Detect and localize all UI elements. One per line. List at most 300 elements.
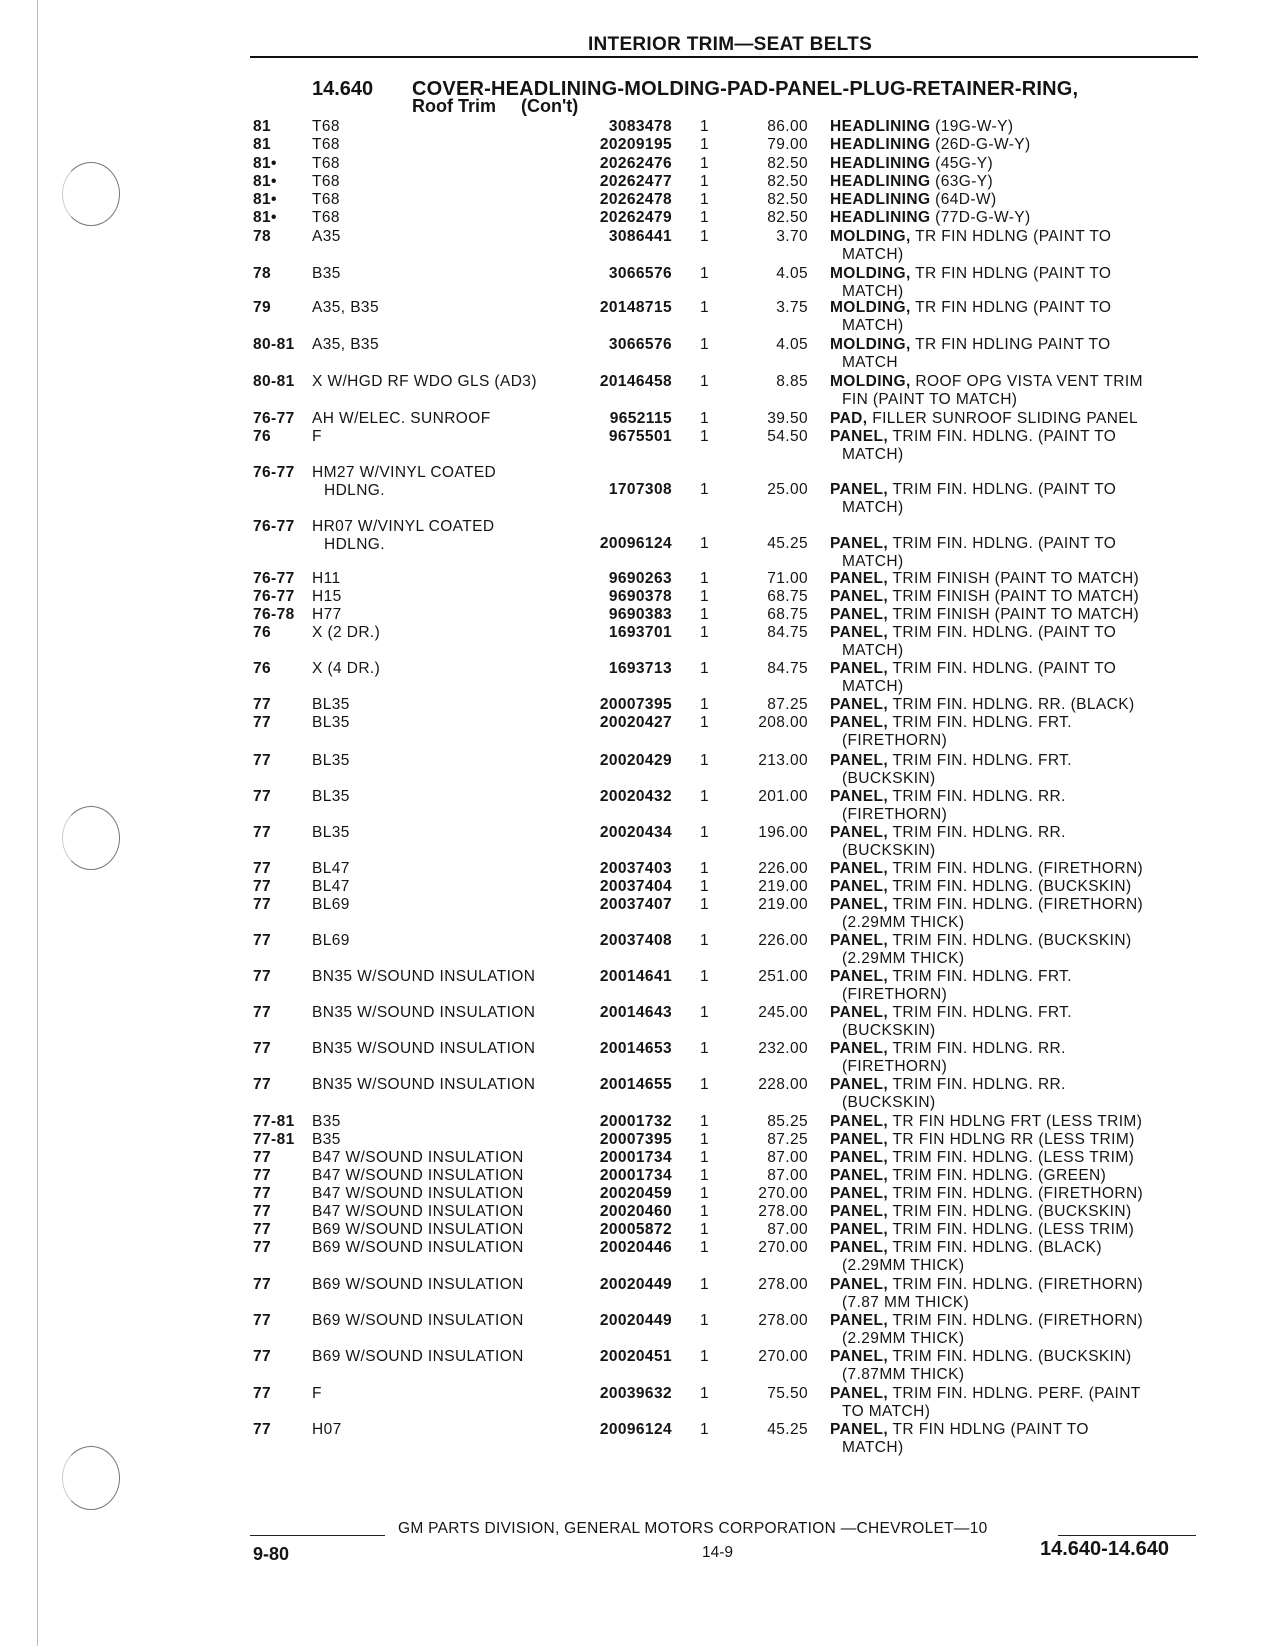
description-line: MATCH) — [842, 317, 904, 334]
description — [830, 624, 1190, 660]
description-line: TRIM FIN. HDLNG. (BUCKSKIN) — [892, 1203, 1132, 1220]
table-row — [0, 1004, 1280, 1040]
description-line: (2.29MM THICK) — [842, 914, 965, 931]
part-number: 20020434 — [599, 824, 672, 841]
description-keyword: PANEL, — [830, 606, 889, 623]
model-year: 81• — [253, 173, 277, 190]
description-line: TRIM FIN. HDLNG. (PAINT TO — [892, 428, 1117, 445]
application-line: A35, B35 — [312, 336, 379, 353]
application — [312, 173, 340, 191]
application-line: HR07 W/VINYL COATED — [312, 517, 495, 535]
description-keyword: PANEL, — [830, 1421, 889, 1438]
table-row — [0, 428, 1280, 464]
description-line: TR FIN HDLNG (PAINT TO — [915, 228, 1112, 245]
description-line: TRIM FIN. HDLNG. (FIRETHORN) — [892, 896, 1144, 913]
application — [312, 1348, 524, 1366]
part-number: 20039632 — [599, 1385, 672, 1402]
price: 82.50 — [767, 155, 808, 172]
part-number: 20020449 — [599, 1312, 672, 1329]
price: 85.25 — [767, 1113, 808, 1130]
application-line: T68 — [312, 191, 340, 208]
price: 84.75 — [767, 624, 808, 641]
model-year: 77 — [253, 968, 272, 985]
description-line: (FIRETHORN) — [842, 986, 948, 1003]
application — [312, 1385, 322, 1403]
description-keyword: PANEL, — [830, 824, 889, 841]
table-row — [0, 788, 1280, 824]
description-keyword: PANEL, — [830, 696, 889, 713]
application — [312, 118, 340, 136]
quantity: 1 — [700, 1113, 710, 1130]
table-row — [0, 660, 1280, 696]
description-line: TRIM FIN. HDLNG. RR. — [892, 824, 1066, 841]
application-line: HM27 W/VINYL COATED — [312, 463, 497, 481]
description-keyword: HEADLINING — [830, 155, 931, 172]
model-year: 77 — [253, 860, 272, 877]
description-keyword: PANEL, — [830, 860, 889, 877]
model-year: 77 — [253, 878, 272, 895]
description-keyword: HEADLINING — [830, 173, 931, 190]
description-keyword: PANEL, — [830, 1040, 889, 1057]
description-keyword: PANEL, — [830, 1312, 889, 1329]
quantity: 1 — [700, 896, 710, 913]
description-line: TRIM FIN. HDLNG. RR. — [892, 1040, 1066, 1057]
table-row — [0, 463, 1280, 516]
description-line: TRIM FIN. HDLNG. (PAINT TO — [892, 535, 1117, 552]
description-line: TRIM FIN. HDLNG. FRT. — [892, 752, 1073, 769]
footer-section-range: 14.640-14.640 — [1040, 1538, 1170, 1560]
application — [312, 1113, 341, 1131]
description-keyword: PANEL, — [830, 1149, 889, 1166]
price: 45.25 — [767, 1421, 808, 1438]
description-line: (45G-Y) — [935, 155, 994, 172]
application — [312, 968, 535, 986]
part-number: 20037403 — [599, 860, 672, 877]
model-year: 81• — [253, 155, 277, 172]
description-line: TRIM FIN. HDLNG. (GREEN) — [892, 1167, 1107, 1184]
model-year: 80-81 — [253, 373, 295, 390]
description — [830, 428, 1190, 464]
description-keyword: PANEL, — [830, 752, 889, 769]
price: 54.50 — [767, 428, 808, 445]
model-year: 77 — [253, 1167, 272, 1184]
application — [312, 606, 342, 624]
price: 39.50 — [767, 410, 808, 427]
table-row — [0, 1348, 1280, 1384]
part-number: 1707308 — [608, 481, 672, 498]
description-line: ROOF OPG VISTA VENT TRIM — [915, 373, 1143, 390]
application-line: F — [312, 1385, 322, 1402]
description-line: TR FIN HDLNG (PAINT TO — [915, 299, 1112, 316]
application — [312, 228, 341, 246]
quantity: 1 — [700, 336, 710, 353]
description-keyword: PANEL, — [830, 1203, 889, 1220]
description — [830, 570, 1190, 588]
price: 226.00 — [758, 860, 808, 877]
quantity: 1 — [700, 588, 710, 605]
application — [312, 788, 350, 806]
application — [312, 373, 537, 391]
description — [830, 1421, 1190, 1457]
price: 270.00 — [758, 1239, 808, 1256]
description-line: TO MATCH) — [842, 1403, 931, 1420]
price: 219.00 — [758, 878, 808, 895]
footer-rule-left — [250, 1535, 385, 1536]
price: 25.00 — [767, 481, 808, 498]
application — [312, 1167, 524, 1185]
description-keyword: MOLDING, — [830, 336, 911, 353]
application-line: X (4 DR.) — [312, 660, 381, 677]
quantity: 1 — [700, 660, 710, 677]
price: 87.25 — [767, 696, 808, 713]
description-keyword: PANEL, — [830, 428, 889, 445]
part-number: 20037408 — [599, 932, 672, 949]
application — [312, 191, 340, 209]
quantity: 1 — [700, 155, 710, 172]
table-row — [0, 1076, 1280, 1112]
model-year: 81 — [253, 118, 272, 135]
model-year: 76-78 — [253, 606, 295, 623]
application-line: X (2 DR.) — [312, 624, 381, 641]
quantity: 1 — [700, 624, 710, 641]
model-year: 77 — [253, 1040, 272, 1057]
description-keyword: PANEL, — [830, 624, 889, 641]
description — [830, 660, 1190, 696]
description — [830, 932, 1190, 968]
description — [830, 606, 1190, 624]
price: 251.00 — [758, 968, 808, 985]
description-line: (BUCKSKIN) — [842, 770, 936, 787]
application — [312, 714, 350, 732]
table-row — [0, 336, 1280, 372]
description-keyword: HEADLINING — [830, 191, 931, 208]
table-row — [0, 1421, 1280, 1457]
description — [830, 299, 1190, 335]
model-year: 77 — [253, 1185, 272, 1202]
description-line: TRIM FIN. HDLNG. (FIRETHORN) — [892, 1185, 1144, 1202]
price: 245.00 — [758, 1004, 808, 1021]
description-line: TRIM FIN. HDLNG. (BUCKSKIN) — [892, 932, 1132, 949]
part-number: 20014653 — [599, 1040, 672, 1057]
application-line: B47 W/SOUND INSULATION — [312, 1149, 524, 1166]
application-line: B69 W/SOUND INSULATION — [312, 1221, 524, 1238]
part-number: 9690378 — [608, 588, 672, 605]
description-line: TRIM FIN. HDLNG. RR. — [892, 1076, 1066, 1093]
application-line: B69 W/SOUND INSULATION — [312, 1276, 524, 1293]
part-number: 20148715 — [599, 299, 672, 316]
application — [312, 209, 340, 227]
description — [830, 535, 1190, 571]
description-line: MATCH) — [842, 642, 904, 659]
description-keyword: MOLDING, — [830, 373, 911, 390]
model-year: 77 — [253, 1239, 272, 1256]
model-year: 77 — [253, 714, 272, 731]
application — [312, 1312, 524, 1330]
model-year: 77 — [253, 1004, 272, 1021]
application-line: BL35 — [312, 696, 350, 713]
quantity: 1 — [700, 570, 710, 587]
description-line: MATCH) — [842, 553, 904, 570]
quantity: 1 — [700, 696, 710, 713]
quantity: 1 — [700, 1239, 710, 1256]
description — [830, 968, 1190, 1004]
description-keyword: PANEL, — [830, 1076, 889, 1093]
model-year: 76 — [253, 660, 272, 677]
model-year: 76 — [253, 428, 272, 445]
description — [830, 481, 1190, 517]
model-year: 77-81 — [253, 1131, 295, 1148]
price: 68.75 — [767, 588, 808, 605]
application-line: BL35 — [312, 752, 350, 769]
part-number: 20037407 — [599, 896, 672, 913]
application-line: BL35 — [312, 788, 350, 805]
application-line: BN35 W/SOUND INSULATION — [312, 968, 536, 985]
application-line: BL35 — [312, 714, 350, 731]
description-line: (64D-W) — [935, 191, 997, 208]
application-line: A35 — [312, 228, 341, 245]
application-line: BN35 W/SOUND INSULATION — [312, 1004, 536, 1021]
part-number: 20020449 — [599, 1276, 672, 1293]
table-row — [0, 1312, 1280, 1348]
description-line: (63G-Y) — [935, 173, 994, 190]
description-line: TRIM FIN. HDLNG. (FIRETHORN) — [892, 1312, 1144, 1329]
description — [830, 1076, 1190, 1112]
description — [830, 588, 1190, 606]
description — [830, 173, 1190, 191]
application-line: BL35 — [312, 824, 350, 841]
application-line: H07 — [312, 1421, 342, 1438]
description-keyword: PANEL, — [830, 932, 889, 949]
description-keyword: PANEL, — [830, 1185, 889, 1202]
price: 82.50 — [767, 209, 808, 226]
description-line: TRIM FINISH (PAINT TO MATCH) — [892, 588, 1140, 605]
application-line: BL47 — [312, 878, 350, 895]
description-line: TRIM FIN. HDLNG. (LESS TRIM) — [892, 1221, 1135, 1238]
price: 213.00 — [758, 752, 808, 769]
quantity: 1 — [700, 606, 710, 623]
description — [830, 1131, 1190, 1149]
part-number: 20096124 — [599, 1421, 672, 1438]
model-year: 77 — [253, 1385, 272, 1402]
price: 87.00 — [767, 1167, 808, 1184]
part-number: 9690383 — [608, 606, 672, 623]
model-year: 76-77 — [253, 410, 295, 427]
description — [830, 410, 1190, 428]
description-line: TRIM FIN. HDLNG. (BUCKSKIN) — [892, 878, 1132, 895]
table-row — [0, 1239, 1280, 1275]
part-number: 20020432 — [599, 788, 672, 805]
description-line: TR FIN HDLNG (PAINT TO — [915, 265, 1112, 282]
price: 87.00 — [767, 1149, 808, 1166]
application — [312, 410, 491, 428]
price: 278.00 — [758, 1203, 808, 1220]
model-year: 77 — [253, 932, 272, 949]
description — [830, 136, 1190, 154]
application-line: HDLNG. — [324, 481, 385, 499]
application-line: T68 — [312, 136, 340, 153]
price: 82.50 — [767, 191, 808, 208]
description — [830, 118, 1190, 136]
description-line: (26D-G-W-Y) — [935, 136, 1031, 153]
model-year: 76 — [253, 624, 272, 641]
footer-page-number: 14-9 — [702, 1544, 734, 1561]
price: 270.00 — [758, 1185, 808, 1202]
application — [312, 1203, 524, 1221]
description-line: (BUCKSKIN) — [842, 1094, 936, 1111]
application — [312, 896, 350, 914]
table-row — [0, 624, 1280, 660]
price: 228.00 — [758, 1076, 808, 1093]
description — [830, 896, 1190, 932]
description-keyword: PANEL, — [830, 1276, 889, 1293]
description — [830, 191, 1190, 209]
application — [312, 1239, 524, 1257]
application-line: T68 — [312, 209, 340, 226]
quantity: 1 — [700, 209, 710, 226]
description-line: MATCH) — [842, 446, 904, 463]
application-line: AH W/ELEC. SUNROOF — [312, 410, 491, 427]
description — [830, 1004, 1190, 1040]
description-keyword: HEADLINING — [830, 118, 931, 135]
description — [830, 228, 1190, 264]
part-number: 3066576 — [608, 265, 672, 282]
description-line: TRIM FIN. HDLNG. RR. (BLACK) — [892, 696, 1135, 713]
table-row — [0, 1385, 1280, 1421]
description-keyword: MOLDING, — [830, 228, 911, 245]
description-line: TRIM FIN. HDLNG. (FIRETHORN) — [892, 1276, 1144, 1293]
price: 87.00 — [767, 1221, 808, 1238]
description — [830, 1312, 1190, 1348]
model-year: 77 — [253, 1312, 272, 1329]
quantity: 1 — [700, 1385, 710, 1402]
model-year: 79 — [253, 299, 272, 316]
quantity: 1 — [700, 535, 710, 552]
description-keyword: PANEL, — [830, 660, 889, 677]
application — [312, 336, 379, 354]
application-line: B35 — [312, 265, 341, 282]
model-year: 78 — [253, 265, 272, 282]
part-number: 20262479 — [599, 209, 672, 226]
application-line: BN35 W/SOUND INSULATION — [312, 1076, 536, 1093]
application-line: B69 W/SOUND INSULATION — [312, 1348, 524, 1365]
application — [312, 660, 380, 678]
footer-division: GM PARTS DIVISION, GENERAL MOTORS CORPORATION —CHEVROLET—10 — [398, 1520, 988, 1537]
description-line: FILLER SUNROOF SLIDING PANEL — [872, 410, 1139, 427]
price: 219.00 — [758, 896, 808, 913]
description-line: TR FIN HDLNG (PAINT TO — [892, 1421, 1089, 1438]
quantity: 1 — [700, 1131, 710, 1148]
application — [312, 136, 340, 154]
description-line: (FIRETHORN) — [842, 732, 948, 749]
description-line: MATCH) — [842, 678, 904, 695]
description-keyword: PANEL, — [830, 1385, 889, 1402]
description — [830, 860, 1190, 878]
part-number: 20007395 — [599, 1131, 672, 1148]
description-keyword: PANEL, — [830, 1004, 889, 1021]
description-line: TRIM FIN. HDLNG. (PAINT TO — [892, 660, 1117, 677]
description-line: (FIRETHORN) — [842, 806, 948, 823]
quantity: 1 — [700, 1276, 710, 1293]
description-keyword: PANEL, — [830, 1239, 889, 1256]
part-number: 1693701 — [608, 624, 672, 641]
quantity: 1 — [700, 714, 710, 731]
quantity: 1 — [700, 752, 710, 769]
part-number: 20096124 — [599, 535, 672, 552]
part-number: 3086441 — [608, 228, 672, 245]
description-line: TRIM FIN. HDLNG. (BLACK) — [892, 1239, 1102, 1256]
quantity: 1 — [700, 1149, 710, 1166]
table-row — [0, 752, 1280, 788]
description-keyword: PANEL, — [830, 1348, 889, 1365]
section-title: COVER-HEADLINING-MOLDING-PAD-PANEL-PLUG-RETAINER-RING, — [412, 78, 1079, 100]
quantity: 1 — [700, 481, 710, 498]
application — [312, 860, 350, 878]
table-row — [0, 1276, 1280, 1312]
quantity: 1 — [700, 136, 710, 153]
quantity: 1 — [700, 1004, 710, 1021]
part-number: 20020429 — [599, 752, 672, 769]
description-keyword: PANEL, — [830, 570, 889, 587]
footer-rule-right — [1058, 1535, 1196, 1536]
model-year: 77 — [253, 1149, 272, 1166]
description-keyword: PANEL, — [830, 1167, 889, 1184]
quantity: 1 — [700, 265, 710, 282]
part-number: 20020460 — [599, 1203, 672, 1220]
description-line: TRIM FINISH (PAINT TO MATCH) — [892, 570, 1140, 587]
application-line: H77 — [312, 606, 342, 623]
part-number: 3066576 — [608, 336, 672, 353]
description — [830, 1385, 1190, 1421]
price: 84.75 — [767, 660, 808, 677]
description-line: TRIM FIN. HDLNG. FRT. — [892, 968, 1073, 985]
price: 8.85 — [776, 373, 808, 390]
price: 226.00 — [758, 932, 808, 949]
application-line: B35 — [312, 1113, 341, 1130]
application-line: T68 — [312, 173, 340, 190]
application — [312, 1149, 524, 1167]
application-line: B35 — [312, 1131, 341, 1148]
description-line: TR FIN HDLING PAINT TO — [915, 336, 1111, 353]
table-row — [0, 824, 1280, 860]
description-line: TRIM FIN. HDLNG. PERF. (PAINT — [892, 1385, 1141, 1402]
description-keyword: PANEL, — [830, 714, 889, 731]
part-number: 20020451 — [599, 1348, 672, 1365]
application-line: BL69 — [312, 932, 350, 949]
description — [830, 696, 1190, 714]
quantity: 1 — [700, 932, 710, 949]
application — [312, 1004, 535, 1022]
application-line: B69 W/SOUND INSULATION — [312, 1312, 524, 1329]
price: 3.75 — [776, 299, 808, 316]
quantity: 1 — [700, 410, 710, 427]
description-keyword: MOLDING, — [830, 265, 911, 282]
quantity: 1 — [700, 1167, 710, 1184]
application — [312, 932, 350, 950]
description-line: TRIM FIN. HDLNG. FRT. — [892, 714, 1073, 731]
quantity: 1 — [700, 173, 710, 190]
price: 4.05 — [776, 336, 808, 353]
description-line: (7.87MM THICK) — [842, 1366, 965, 1383]
description — [830, 1221, 1190, 1239]
quantity: 1 — [700, 191, 710, 208]
description — [830, 1040, 1190, 1076]
application-line: HDLNG. — [324, 535, 385, 553]
application — [312, 588, 342, 606]
price: 71.00 — [767, 570, 808, 587]
part-number: 20262477 — [599, 173, 672, 190]
description — [830, 1185, 1190, 1203]
table-row — [0, 932, 1280, 968]
